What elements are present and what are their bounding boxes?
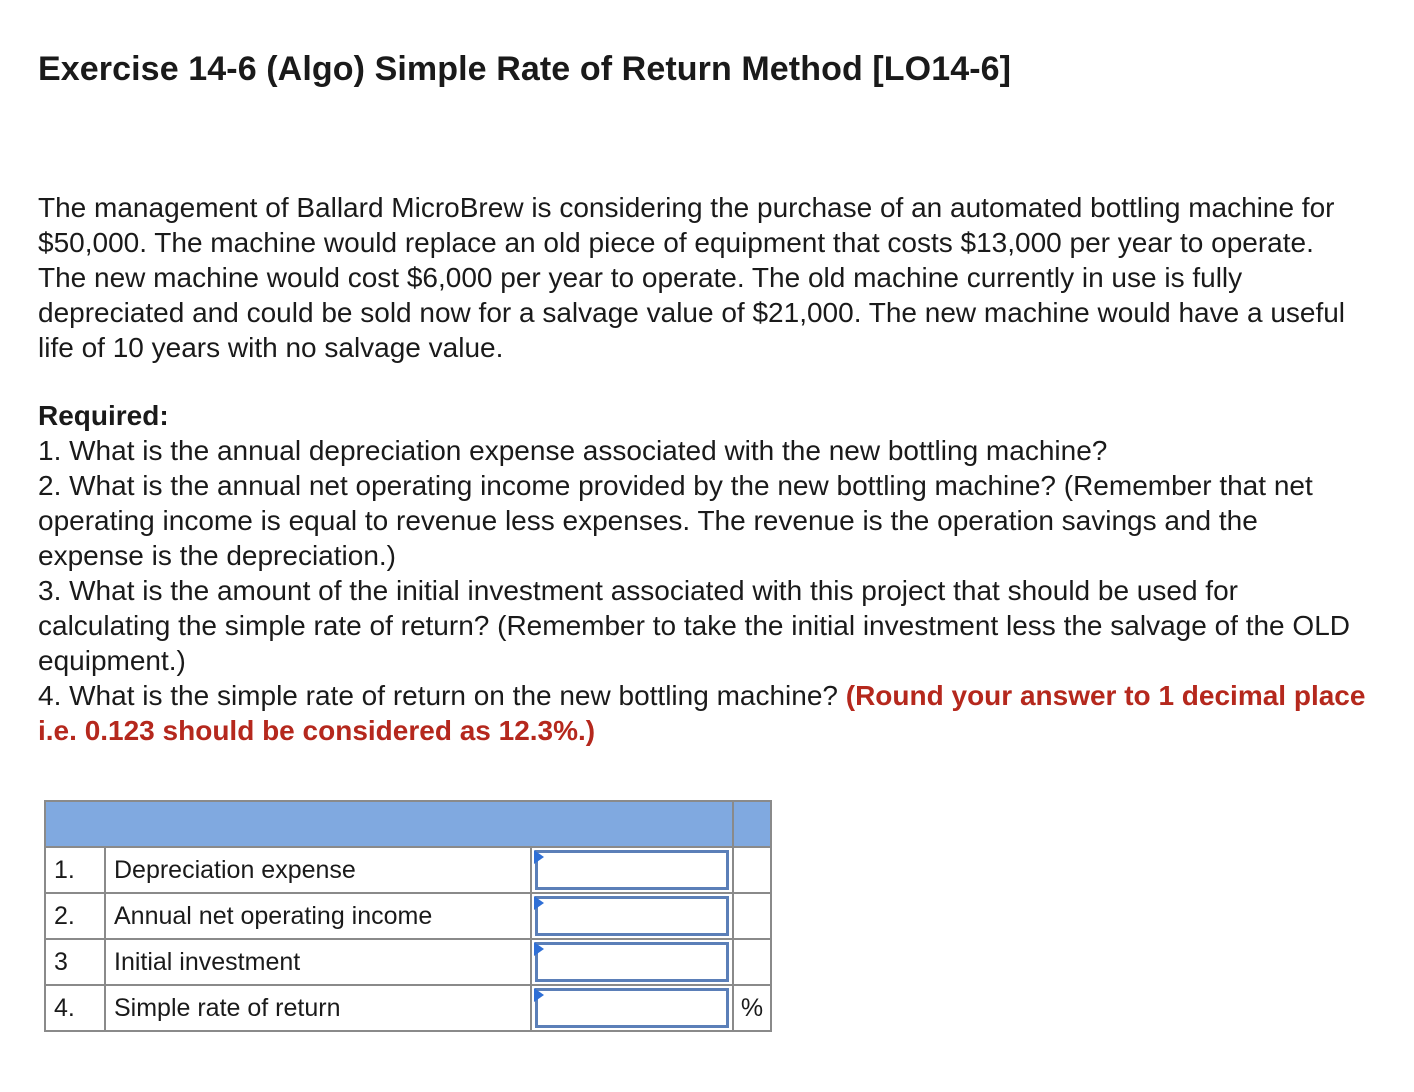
problem-description: The management of Ballard MicroBrew is considering the purchase of an automated bottling machine for $50,000. The machine would replace an old piece of equipment that costs $13,000 per year to operate. The new machine would cost $6,000 per year to operate. The old machine currently in use is fully depreciated and could be sold now for a salvage value of $21,000. The new machine would have a useful life of 10 years with no salvage value. xyxy=(38,192,1346,363)
required-heading: Required: xyxy=(38,400,169,431)
row-number: 4. xyxy=(45,985,105,1031)
input-marker-icon xyxy=(534,942,544,956)
row-label: Depreciation expense xyxy=(105,847,531,893)
answer-cell xyxy=(531,847,733,893)
input-marker-icon xyxy=(534,988,544,1002)
table-header-unit-cell xyxy=(733,801,771,847)
table-row xyxy=(45,893,771,939)
table-row xyxy=(45,939,771,985)
exercise-title: Exercise 14-6 (Algo) Simple Rate of Return Method [LO14-6] xyxy=(38,50,1012,88)
table-header-cell xyxy=(45,801,733,847)
table-row xyxy=(45,985,771,1031)
answer-cell xyxy=(531,939,733,985)
question-1: 1. What is the annual depreciation expense associated with the new bottling machine? xyxy=(38,435,1108,466)
input-marker-icon xyxy=(534,850,544,864)
row-label: Initial investment xyxy=(105,939,531,985)
initial-investment-input[interactable] xyxy=(535,942,729,982)
question-4-text: 4. What is the simple rate of return on the new bottling machine? xyxy=(38,680,838,711)
row-number: 3 xyxy=(45,939,105,985)
input-marker-icon xyxy=(534,896,544,910)
answer-cell xyxy=(531,985,733,1031)
row-number: 1. xyxy=(45,847,105,893)
question-2: 2. What is the annual net operating income provided by the new bottling machine? (Remember that net operating income is equal to revenue less expenses. The revenue is the operation savings and the expense is the depreciation.) xyxy=(38,470,1313,571)
simple-rate-of-return-input[interactable] xyxy=(535,988,729,1028)
answer-cell xyxy=(531,893,733,939)
answer-table xyxy=(44,800,772,1032)
required-section xyxy=(38,398,1368,748)
row-label: Annual net operating income xyxy=(105,893,531,939)
row-unit xyxy=(733,847,771,893)
table-header-row xyxy=(45,801,771,847)
row-unit xyxy=(733,939,771,985)
row-unit xyxy=(733,893,771,939)
depreciation-expense-input[interactable] xyxy=(535,850,729,890)
percent-unit: % xyxy=(733,985,771,1031)
rounding-instruction: (Round your answer to 1 decimal place i.e. 0.123 should be considered as 12.3%.) xyxy=(38,680,1366,746)
table-row xyxy=(45,847,771,893)
net-operating-income-input[interactable] xyxy=(535,896,729,936)
row-number: 2. xyxy=(45,893,105,939)
row-label: Simple rate of return xyxy=(105,985,531,1031)
question-3: 3. What is the amount of the initial investment associated with this project that should be used for calculating the simple rate of return? (Remember to take the initial investment less the salvage of the OLD equipment.) xyxy=(38,575,1350,676)
question-4 xyxy=(38,678,1368,748)
